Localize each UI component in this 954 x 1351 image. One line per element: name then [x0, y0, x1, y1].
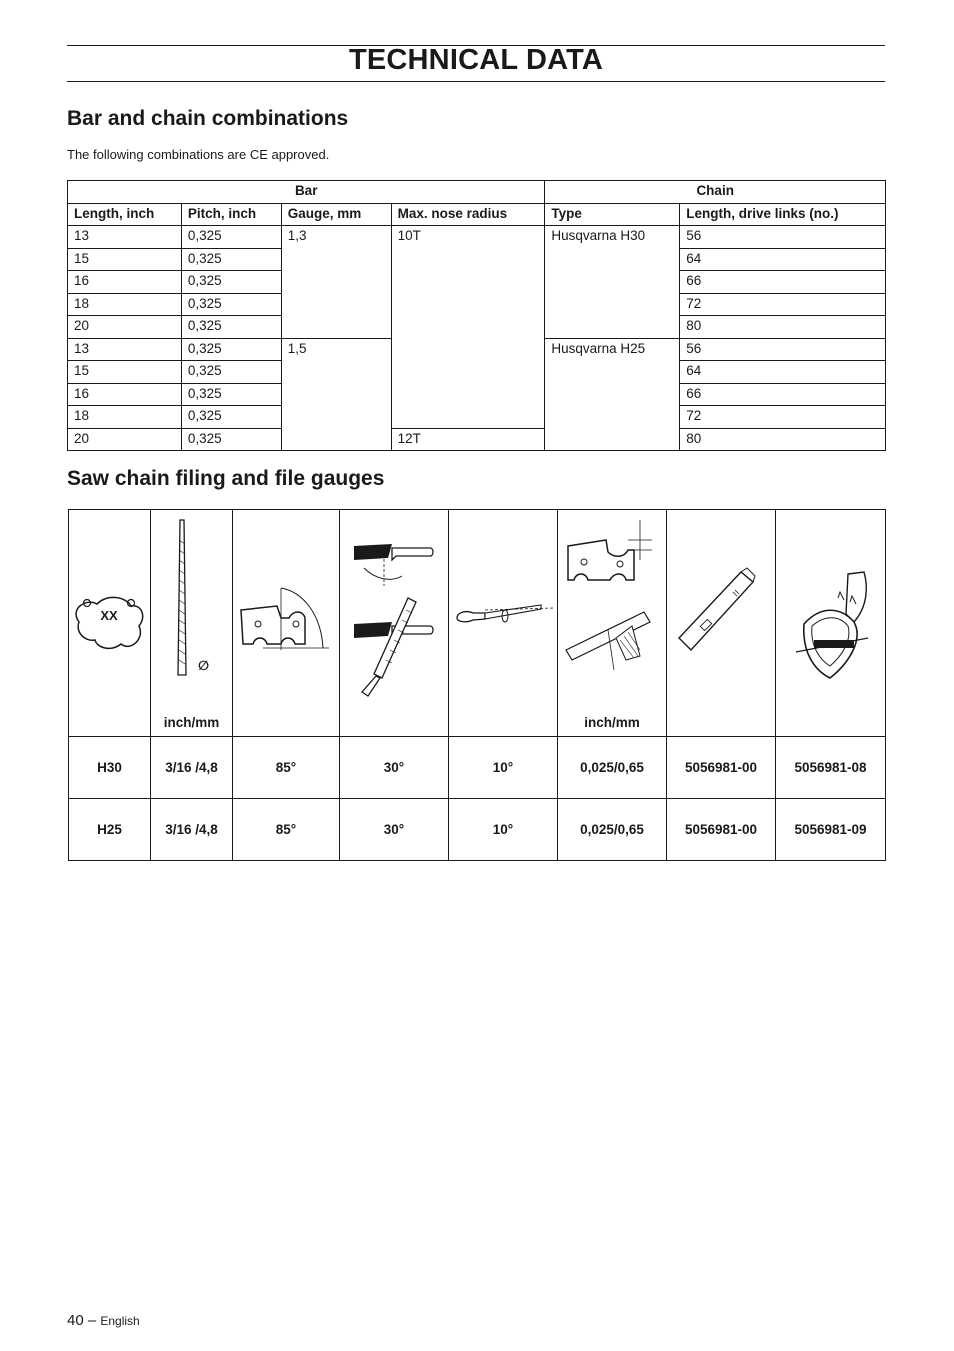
- bar-pitch: 0,325: [181, 361, 281, 384]
- drive-links: 64: [680, 248, 886, 271]
- filing-gauges-table: [68, 509, 886, 861]
- bar-length: 18: [68, 293, 182, 316]
- table-group-header: [68, 181, 886, 204]
- bar-length: 16: [68, 271, 182, 294]
- footer-language: English: [100, 1314, 140, 1328]
- page-footer: [67, 1312, 140, 1329]
- chain-marking-icon: [69, 510, 151, 736]
- chain-model: H25: [69, 799, 151, 861]
- column-header: Length, drive links (no.): [680, 203, 886, 226]
- page-title: TECHNICAL DATA: [348, 44, 604, 76]
- column-header: Length, inch: [68, 203, 182, 226]
- file-diameter: 3/16 /4,8: [151, 737, 233, 799]
- tilt-angle: 10°: [449, 799, 558, 861]
- bar-length: 20: [68, 428, 182, 451]
- file-holder-icon: [776, 510, 886, 736]
- bar-pitch: 0,325: [181, 293, 281, 316]
- depth-gauge-icon: [558, 510, 667, 736]
- bar-length: 13: [68, 338, 182, 361]
- depth-gauge-setting: 0,025/0,65: [558, 737, 667, 799]
- column-header: Max. nose radius: [391, 203, 545, 226]
- tilt-angle: 10°: [449, 737, 558, 799]
- filing-angle: 30°: [340, 799, 449, 861]
- diameter-symbol: ∅: [198, 659, 210, 674]
- bar-pitch: 0,325: [181, 428, 281, 451]
- icon-cell: [340, 510, 449, 737]
- filing-angle-icon: [340, 510, 449, 736]
- column-header: Type: [545, 203, 680, 226]
- top-plate-angle-icon: [233, 510, 340, 736]
- icon-cell: [776, 510, 886, 737]
- file-diameter: 3/16 /4,8: [151, 799, 233, 861]
- table-row: [69, 737, 886, 799]
- max-nose-radius: 10T: [391, 226, 545, 429]
- drive-links: 66: [680, 383, 886, 406]
- file-tilt-icon: [449, 510, 558, 736]
- bar-length: 18: [68, 406, 182, 429]
- depth-gauge-setting: 0,025/0,65: [558, 799, 667, 861]
- file-holder-part-number: 5056981-09: [776, 799, 886, 861]
- icon-cell: [151, 510, 233, 737]
- filing-angle: 30°: [340, 737, 449, 799]
- bar-pitch: 0,325: [181, 316, 281, 339]
- bar-length: 16: [68, 383, 182, 406]
- file-diameter-unit: inch/mm: [163, 715, 220, 730]
- title-bottom-rule: [67, 81, 885, 82]
- round-file-icon: [151, 510, 233, 736]
- bar-length: 20: [68, 316, 182, 339]
- icon-cell: [667, 510, 776, 737]
- bar-length: 15: [68, 361, 182, 384]
- bar-pitch: 0,325: [181, 271, 281, 294]
- column-header: Gauge, mm: [281, 203, 391, 226]
- group-header-chain: Chain: [545, 181, 886, 204]
- file-holder-part-number: 5056981-08: [776, 737, 886, 799]
- bar-length: 13: [68, 226, 182, 249]
- drive-links: 66: [680, 271, 886, 294]
- drive-links: 64: [680, 361, 886, 384]
- table-row: [68, 428, 886, 451]
- icon-cell: [69, 510, 151, 737]
- bar-gauge: 1,5: [281, 338, 391, 451]
- drive-links: 56: [680, 338, 886, 361]
- depth-gauge-unit: inch/mm: [584, 715, 640, 730]
- chain-type: Husqvarna H25: [545, 338, 680, 451]
- icon-cell: [558, 510, 667, 737]
- gauge-tool-part-number: 5056981-00: [667, 799, 776, 861]
- top-plate-angle: 85°: [233, 737, 340, 799]
- drive-links: 80: [680, 316, 886, 339]
- bar-pitch: 0,325: [181, 226, 281, 249]
- bar-pitch: 0,325: [181, 248, 281, 271]
- bar-section-heading: Bar and chain combinations: [67, 107, 349, 130]
- table-row: [68, 226, 886, 249]
- icon-row: [69, 510, 886, 737]
- icon-cell: [449, 510, 558, 737]
- top-plate-angle: 85°: [233, 799, 340, 861]
- page-number: 40 –: [67, 1312, 97, 1329]
- depth-gauge-tool-icon: [667, 510, 776, 736]
- max-nose-radius: 12T: [391, 428, 545, 451]
- gauge-tool-part-number: 5056981-00: [667, 737, 776, 799]
- drive-links: 72: [680, 406, 886, 429]
- bar-section-intro: The following combinations are CE approved.: [67, 147, 330, 162]
- bar-gauge: 1,3: [281, 226, 391, 339]
- bar-length: 15: [68, 248, 182, 271]
- chain-marking-text: XX: [100, 608, 118, 623]
- bar-chain-table: [67, 180, 886, 451]
- table-column-header: [68, 203, 886, 226]
- chain-type: Husqvarna H30: [545, 226, 680, 339]
- bar-pitch: 0,325: [181, 406, 281, 429]
- drive-links: 56: [680, 226, 886, 249]
- bar-pitch: 0,325: [181, 383, 281, 406]
- table-row: [69, 799, 886, 861]
- column-header: Pitch, inch: [181, 203, 281, 226]
- group-header-bar: Bar: [68, 181, 545, 204]
- drive-links: 72: [680, 293, 886, 316]
- gauge-section-heading: Saw chain filing and file gauges: [67, 467, 385, 490]
- bar-pitch: 0,325: [181, 338, 281, 361]
- icon-cell: [233, 510, 340, 737]
- chain-model: H30: [69, 737, 151, 799]
- drive-links: 80: [680, 428, 886, 451]
